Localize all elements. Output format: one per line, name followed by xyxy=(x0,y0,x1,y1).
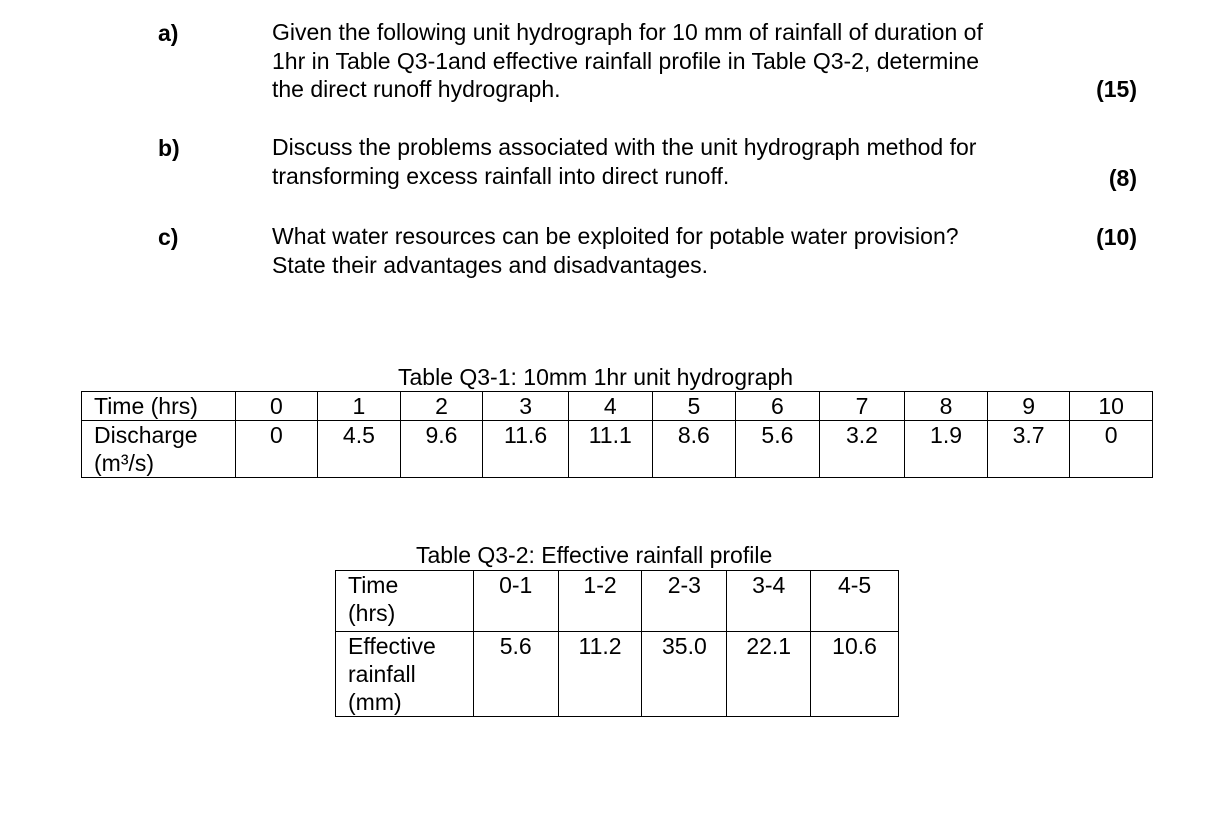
time-row xyxy=(82,392,1153,421)
rainfall-time-cell: 0-1 xyxy=(473,571,558,632)
question-a-letter: a) xyxy=(158,20,179,46)
discharge-cell: 3.2 xyxy=(819,421,905,478)
rainfall-value-cell: 22.1 xyxy=(727,632,811,717)
discharge-cell: 4.5 xyxy=(318,421,401,478)
discharge-row xyxy=(82,421,1153,478)
time-cell: 0 xyxy=(235,392,317,421)
question-c-letter: c) xyxy=(158,224,179,250)
discharge-unit: (m³/s) xyxy=(94,450,155,476)
rainfall-value-cell: 5.6 xyxy=(473,632,558,717)
question-a-line-2: 1hr in Table Q3-1and effective rainfall profile in Table Q3-2, determine xyxy=(272,47,980,74)
time-cell: 2 xyxy=(400,392,483,421)
question-c-marks: (10) xyxy=(1096,224,1137,250)
time-cell: 7 xyxy=(819,392,905,421)
question-a-text xyxy=(272,18,1072,104)
rainfall-value-cell: 35.0 xyxy=(642,632,727,717)
rainfall-value-row xyxy=(336,632,899,717)
rainfall-time-cell: 1-2 xyxy=(558,571,642,632)
time-cell: 10 xyxy=(1070,392,1153,421)
question-b-text xyxy=(272,133,1072,190)
question-b-letter: b) xyxy=(158,135,180,161)
time-cell: 6 xyxy=(736,392,820,421)
discharge-cell: 11.6 xyxy=(483,421,569,478)
effective-rainfall-table xyxy=(335,570,899,717)
time-row-header: Time (hrs) xyxy=(82,392,236,421)
time-cell: 3 xyxy=(483,392,569,421)
rainfall-time-unit: (hrs) xyxy=(348,600,396,626)
discharge-label: Discharge xyxy=(94,422,198,448)
discharge-cell: 1.9 xyxy=(905,421,988,478)
table-2-caption: Table Q3-2: Effective rainfall profile xyxy=(416,542,773,568)
discharge-cell: 5.6 xyxy=(736,421,820,478)
rainfall-value-cell: 10.6 xyxy=(811,632,899,717)
rainfall-value-cell: 11.2 xyxy=(558,632,642,717)
rainfall-time-label: Time xyxy=(348,572,399,598)
unit-hydrograph-table xyxy=(81,391,1153,478)
discharge-row-header xyxy=(82,421,236,478)
time-cell: 4 xyxy=(568,392,652,421)
discharge-cell: 0 xyxy=(1070,421,1153,478)
rainfall-time-row xyxy=(336,571,899,632)
question-a-marks: (15) xyxy=(1096,76,1137,102)
rainfall-value-header xyxy=(336,632,474,717)
rainfall-label-2: rainfall xyxy=(348,661,416,687)
rainfall-label-1: Effective xyxy=(348,633,436,659)
time-cell: 8 xyxy=(905,392,988,421)
discharge-cell: 0 xyxy=(235,421,317,478)
question-c-line-2: State their advantages and disadvantages. xyxy=(272,251,709,278)
discharge-cell: 8.6 xyxy=(652,421,736,478)
rainfall-label-3: (mm) xyxy=(348,689,402,715)
time-cell: 1 xyxy=(318,392,401,421)
table-1-caption: Table Q3-1: 10mm 1hr unit hydrograph xyxy=(398,364,794,390)
time-cell: 9 xyxy=(987,392,1070,421)
discharge-cell: 3.7 xyxy=(987,421,1070,478)
rainfall-time-cell: 3-4 xyxy=(727,571,811,632)
question-c-line-1: What water resources can be exploited for potable water provision? xyxy=(272,223,959,249)
question-b-line-2: transforming excess rainfall into direct runoff. xyxy=(272,162,730,189)
rainfall-time-cell: 4-5 xyxy=(811,571,899,632)
question-a-line-1: Given the following unit hydrograph for 10 mm of rainfall of duration of xyxy=(272,19,983,45)
discharge-cell: 11.1 xyxy=(568,421,652,478)
question-b-marks: (8) xyxy=(1108,165,1137,191)
question-b-line-1: Discuss the problems associated with the unit hydrograph method for xyxy=(272,134,977,160)
rainfall-time-header xyxy=(336,571,474,632)
question-a-line-3: the direct runoff hydrograph. xyxy=(272,76,561,102)
question-c-text xyxy=(272,222,1072,279)
time-cell: 5 xyxy=(652,392,736,421)
discharge-cell: 9.6 xyxy=(400,421,483,478)
rainfall-time-cell: 2-3 xyxy=(642,571,727,632)
